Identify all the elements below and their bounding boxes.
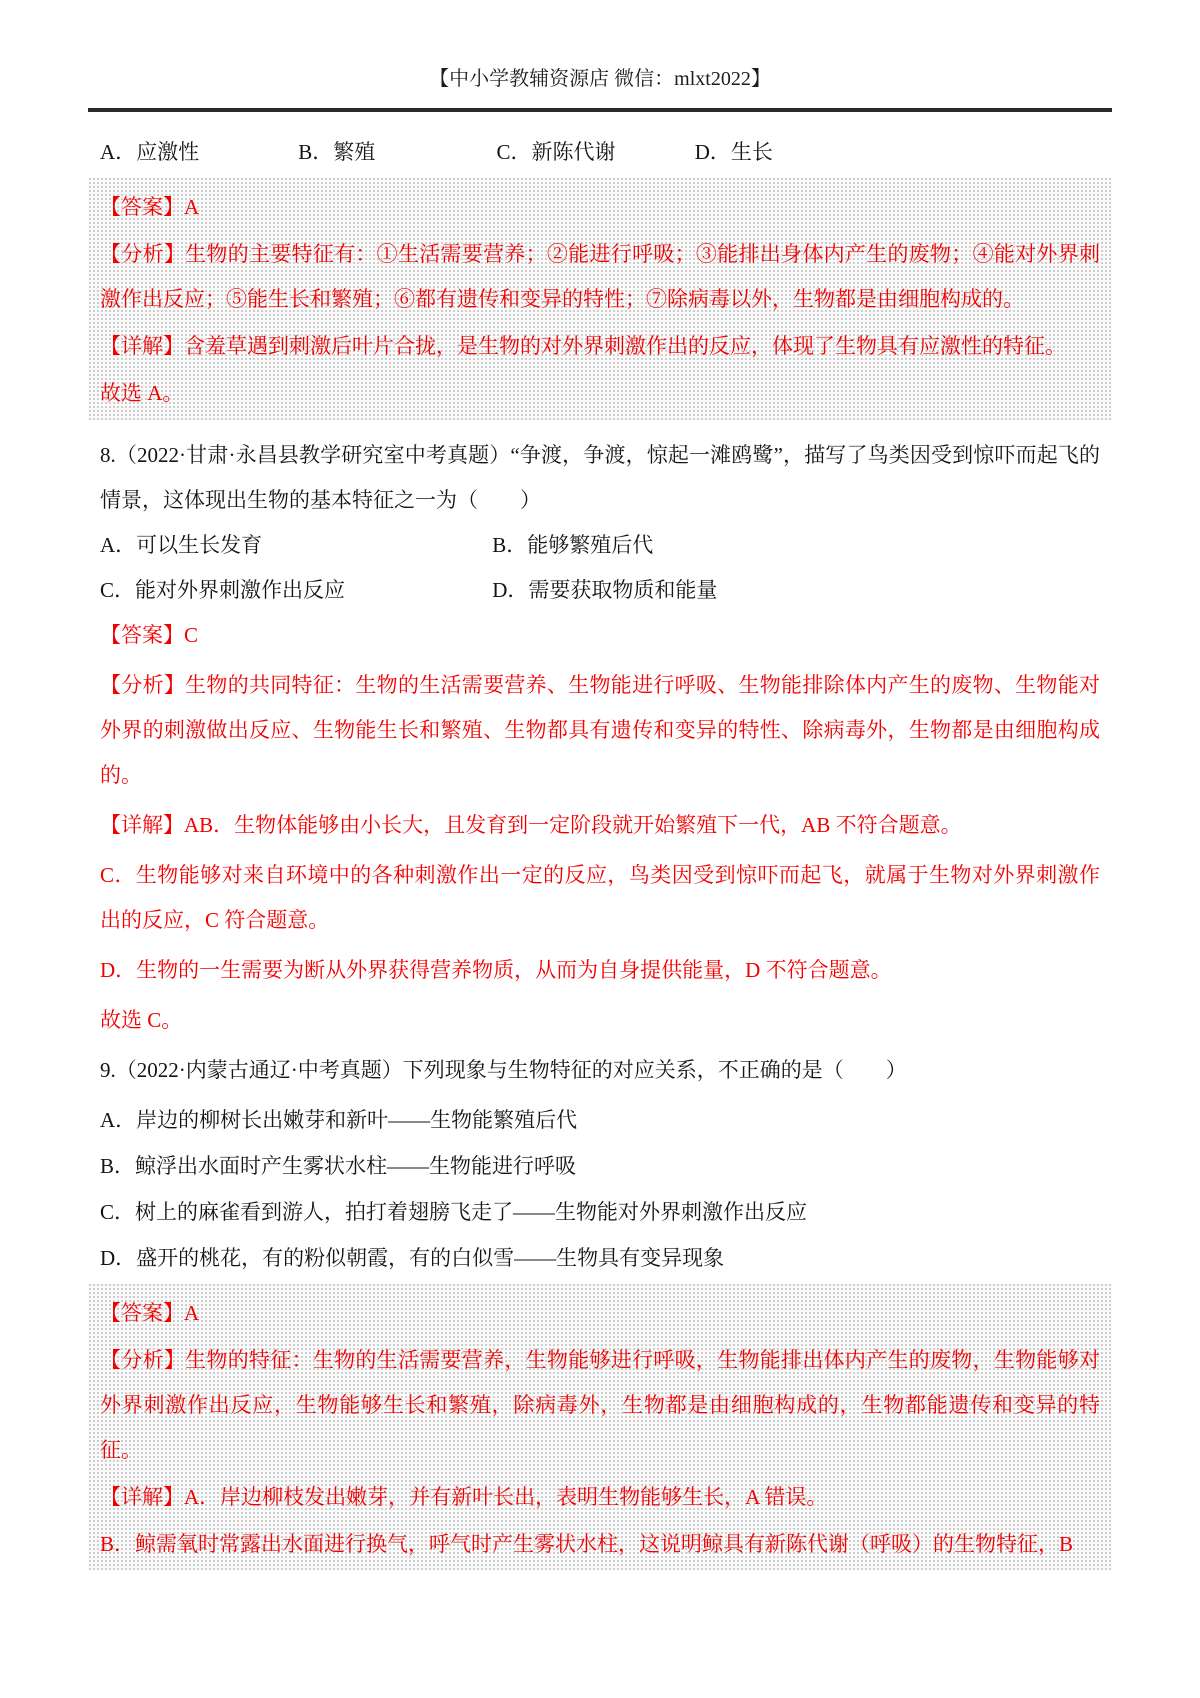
q9-option-d: D．盛开的桃花，有的粉似朝霞，有的白似雪——生物具有变异现象 (100, 1246, 725, 1270)
q8-options-row-2 (88, 568, 1112, 613)
q7-option-d: D．生长 (694, 140, 773, 164)
page-content (88, 112, 1112, 1571)
q9-answer: 【答案】A (100, 1301, 200, 1325)
q9-detail-b: B．鲸需氧时常露出水面进行换气，呼气时产生雾状水柱，这说明鲸具有新陈代谢（呼吸）的生物特征，B (100, 1532, 1074, 1556)
q7-answer-box (88, 177, 1112, 420)
q8-conclusion: 故选 C。 (100, 1008, 183, 1032)
store-watermark: 【中小学教辅资源店 微信：mlxt2022】 (429, 68, 771, 90)
q7-analysis: 【分析】生物的主要特征有：①生活需要营养；②能进行呼吸；③能排出身体内产生的废物；④能对外界刺激作出反应；⑤能生长和繁殖；⑥都有遗传和变异的特性；⑦除病毒以外，生物都是由细胞构成的。 (100, 242, 1100, 311)
q7-options-row (88, 130, 1112, 175)
q7-conclusion: 故选 A。 (100, 381, 184, 405)
q9-answer-box (88, 1283, 1112, 1571)
q8-answer: 【答案】C (100, 623, 199, 647)
q7-detail: 【详解】含羞草遇到刺激后叶片合拢，是生物的对外界刺激作出的反应，体现了生物具有应激性的特征。 (100, 334, 1066, 358)
q8-options-row-1 (88, 523, 1112, 568)
q7-option-b: B．繁殖 (298, 140, 376, 164)
q8-option-b: B．能够繁殖后代 (492, 533, 654, 557)
q9-option-b: B．鲸浮出水面时产生雾状水柱——生物能进行呼吸 (100, 1154, 577, 1178)
q8-detail-c: C．生物能够对来自环境中的各种刺激作出一定的反应，鸟类因受到惊吓而起飞，就属于生物对外界刺激作出的反应，C 符合题意。 (100, 863, 1100, 932)
q8-detail-d: D．生物的一生需要为断从外界获得营养物质，从而为自身提供能量，D 不符合题意。 (100, 958, 892, 982)
q9-detail-a: 【详解】A．岸边柳枝发出嫩芽，并有新叶长出，表明生物能够生长，A 错误。 (100, 1485, 828, 1509)
q7-answer: 【答案】A (100, 195, 200, 219)
q9-analysis: 【分析】生物的特征：生物的生活需要营养，生物能够进行呼吸，生物能排出体内产生的废物，生物能够对外界刺激作出反应，生物能够生长和繁殖，除病毒外，生物都是由细胞构成的，生物都能遗传和变异的特征。 (100, 1348, 1100, 1462)
q8-option-d: D．需要获取物质和能量 (492, 578, 718, 602)
q8-analysis: 【分析】生物的共同特征：生物的生活需要营养、生物能进行呼吸、生物能排除体内产生的废物、生物能对外界的刺激做出反应、生物能生长和繁殖、生物都具有遗传和变异的特性、除病毒外，生物都是由细胞构成的。 (100, 673, 1100, 787)
q8-option-a: A．可以生长发育 (100, 533, 263, 557)
q8-stem: 8.（2022·甘肃·永昌县教学研究室中考真题）“争渡，争渡，惊起一滩鸥鹭”，描写了鸟类因受到惊吓而起飞的情景，这体现出生物的基本特征之一为（ ） (100, 443, 1100, 512)
q7-option-a: A．应激性 (100, 140, 200, 164)
q9-option-c: C．树上的麻雀看到游人，拍打着翅膀飞走了——生物能对外界刺激作出反应 (100, 1200, 808, 1224)
q7-option-c: C．新陈代谢 (496, 140, 616, 164)
q8-detail-ab: 【详解】AB．生物体能够由小长大，且发育到一定阶段就开始繁殖下一代，AB 不符合题意。 (100, 813, 962, 837)
q9-option-a: A．岸边的柳树长出嫩芽和新叶——生物能繁殖后代 (100, 1108, 578, 1132)
q8-option-c: C．能对外界刺激作出反应 (100, 578, 346, 602)
q9-stem: 9.（2022·内蒙古通辽·中考真题）下列现象与生物特征的对应关系，不正确的是（ ） (100, 1058, 907, 1082)
